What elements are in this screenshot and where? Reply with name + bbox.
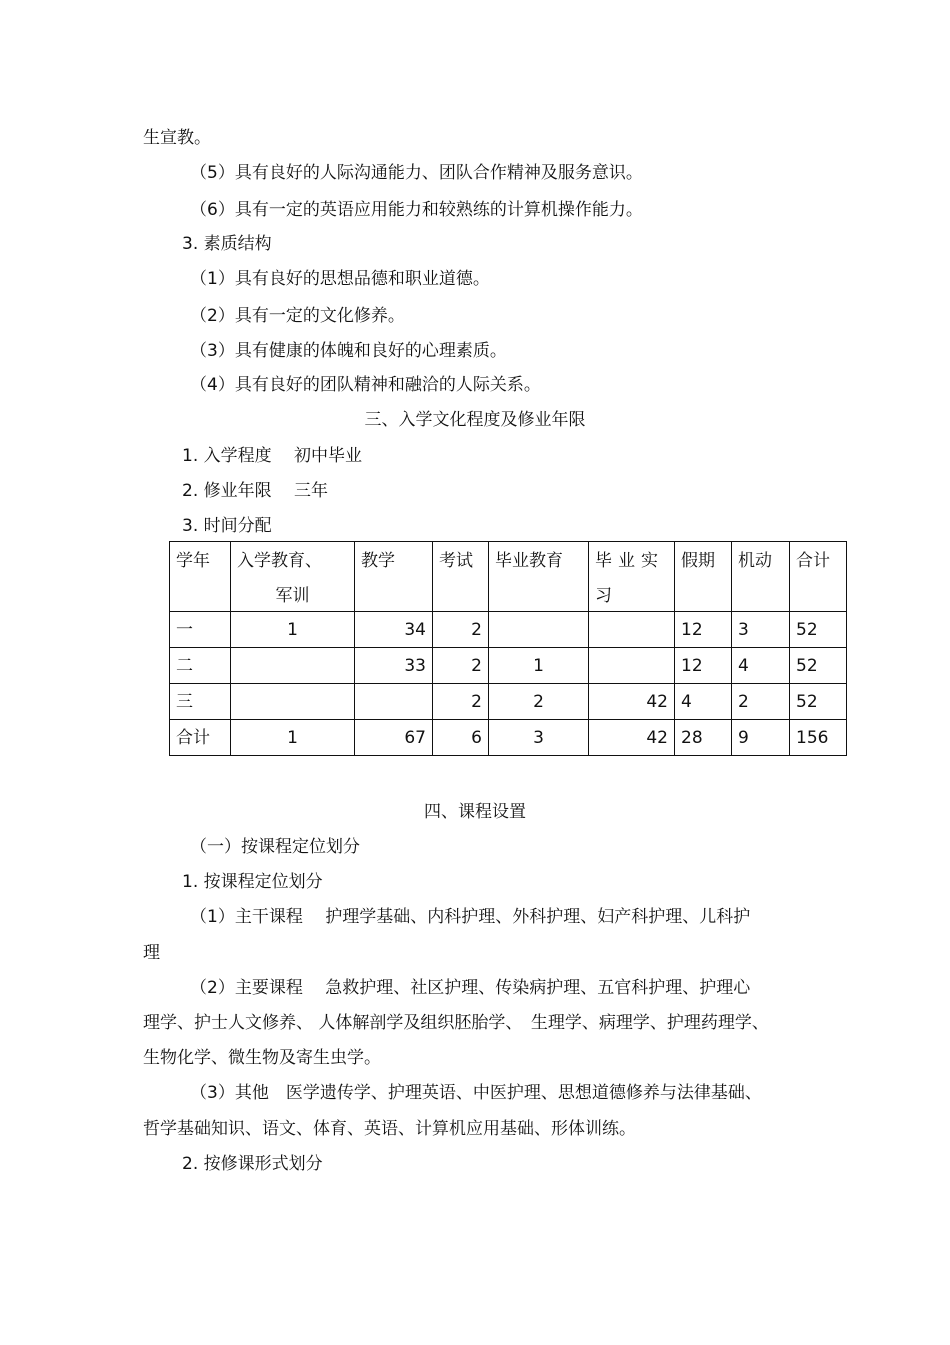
paragraph-line: （1）具有良好的思想品德和职业道德。 [190, 269, 490, 289]
paragraph-line: （3）其他 医学遗传学、护理英语、中医护理、思想道德修养与法律基础、 [190, 1083, 762, 1103]
paragraph-line: （2）主要课程 急救护理、社区护理、传染病护理、五官科护理、护理心 [190, 978, 751, 998]
header-cell: 假期 [675, 542, 732, 612]
paragraph-line: 3. 时间分配 [182, 516, 272, 536]
table-cell: 一 [170, 612, 231, 648]
table-cell: 42 [589, 720, 675, 756]
table-cell: 12 [675, 612, 732, 648]
table-cell: 1 [489, 648, 589, 684]
table-cell [231, 648, 355, 684]
table-cell: 2 [433, 684, 489, 720]
paragraph-line: （6）具有一定的英语应用能力和较熟练的计算机操作能力。 [190, 200, 643, 220]
table-cell: 1 [231, 612, 355, 648]
paragraph-line: （1）主干课程 护理学基础、内科护理、外科护理、妇产科护理、儿科护 [190, 907, 751, 927]
table-row [170, 684, 847, 720]
table-cell: 2 [433, 612, 489, 648]
paragraph-line: （4）具有良好的团队精神和融洽的人际关系。 [190, 375, 541, 395]
paragraph-line: （一）按课程定位划分 [190, 837, 360, 857]
table-cell: 28 [675, 720, 732, 756]
header-cell: 毕业实 习 [589, 542, 675, 612]
section-heading: 三、入学文化程度及修业年限 [364, 410, 586, 430]
table-cell: 4 [675, 684, 732, 720]
header-cell: 学年 [170, 542, 231, 612]
table-cell: 9 [732, 720, 790, 756]
header-cell: 入学教育、 军训 [231, 542, 355, 612]
header-cell: 合计 [790, 542, 847, 612]
paragraph-line: 2. 修业年限 三年 [182, 481, 329, 501]
paragraph-line: 2. 按修课形式划分 [182, 1154, 323, 1174]
table-cell: 3 [732, 612, 790, 648]
paragraph-line: 理学、护士人文修养、 人体解剖学及组织胚胎学、 生理学、病理学、护理药理学、 [143, 1013, 769, 1033]
section-subheading: 3. 素质结构 [182, 234, 272, 254]
table-row [170, 612, 847, 648]
table-cell: 1 [231, 720, 355, 756]
paragraph-line: （5）具有良好的人际沟通能力、团队合作精神及服务意识。 [190, 163, 643, 183]
table-cell [589, 612, 675, 648]
table-cell: 33 [355, 648, 433, 684]
paragraph-line: 1. 入学程度 初中毕业 [182, 446, 363, 466]
table-cell: 2 [732, 684, 790, 720]
table-row [170, 720, 847, 756]
table-cell: 4 [732, 648, 790, 684]
table-cell: 67 [355, 720, 433, 756]
section-heading: 四、课程设置 [424, 802, 526, 822]
table-cell: 6 [433, 720, 489, 756]
table-row [170, 648, 847, 684]
table-cell: 52 [790, 684, 847, 720]
table-header-row [170, 542, 847, 612]
header-cell: 考试 [433, 542, 489, 612]
header-cell: 毕业教育 [489, 542, 589, 612]
table-cell: 34 [355, 612, 433, 648]
table-cell [489, 612, 589, 648]
header-cell: 机动 [732, 542, 790, 612]
table-cell: 42 [589, 684, 675, 720]
table-cell: 2 [433, 648, 489, 684]
table-cell: 三 [170, 684, 231, 720]
table-cell [231, 684, 355, 720]
paragraph-line: 生物化学、微生物及寄生虫学。 [143, 1048, 381, 1068]
paragraph-line: 1. 按课程定位划分 [182, 872, 323, 892]
table-cell [589, 648, 675, 684]
table-cell: 52 [790, 648, 847, 684]
table-cell: 52 [790, 612, 847, 648]
paragraph-line: 理 [143, 943, 160, 963]
paragraph-line: 生宣教。 [143, 128, 211, 148]
paragraph-line: （3）具有健康的体魄和良好的心理素质。 [190, 341, 507, 361]
table-cell: 156 [790, 720, 847, 756]
table-cell: 12 [675, 648, 732, 684]
paragraph-line: （2）具有一定的文化修养。 [190, 306, 405, 326]
table-cell: 合计 [170, 720, 231, 756]
table-cell [355, 684, 433, 720]
table-cell: 二 [170, 648, 231, 684]
header-cell: 教学 [355, 542, 433, 612]
paragraph-line: 哲学基础知识、语文、体育、英语、计算机应用基础、形体训练。 [143, 1119, 636, 1139]
table-cell: 3 [489, 720, 589, 756]
table-cell: 2 [489, 684, 589, 720]
time-allocation-table [169, 541, 847, 756]
